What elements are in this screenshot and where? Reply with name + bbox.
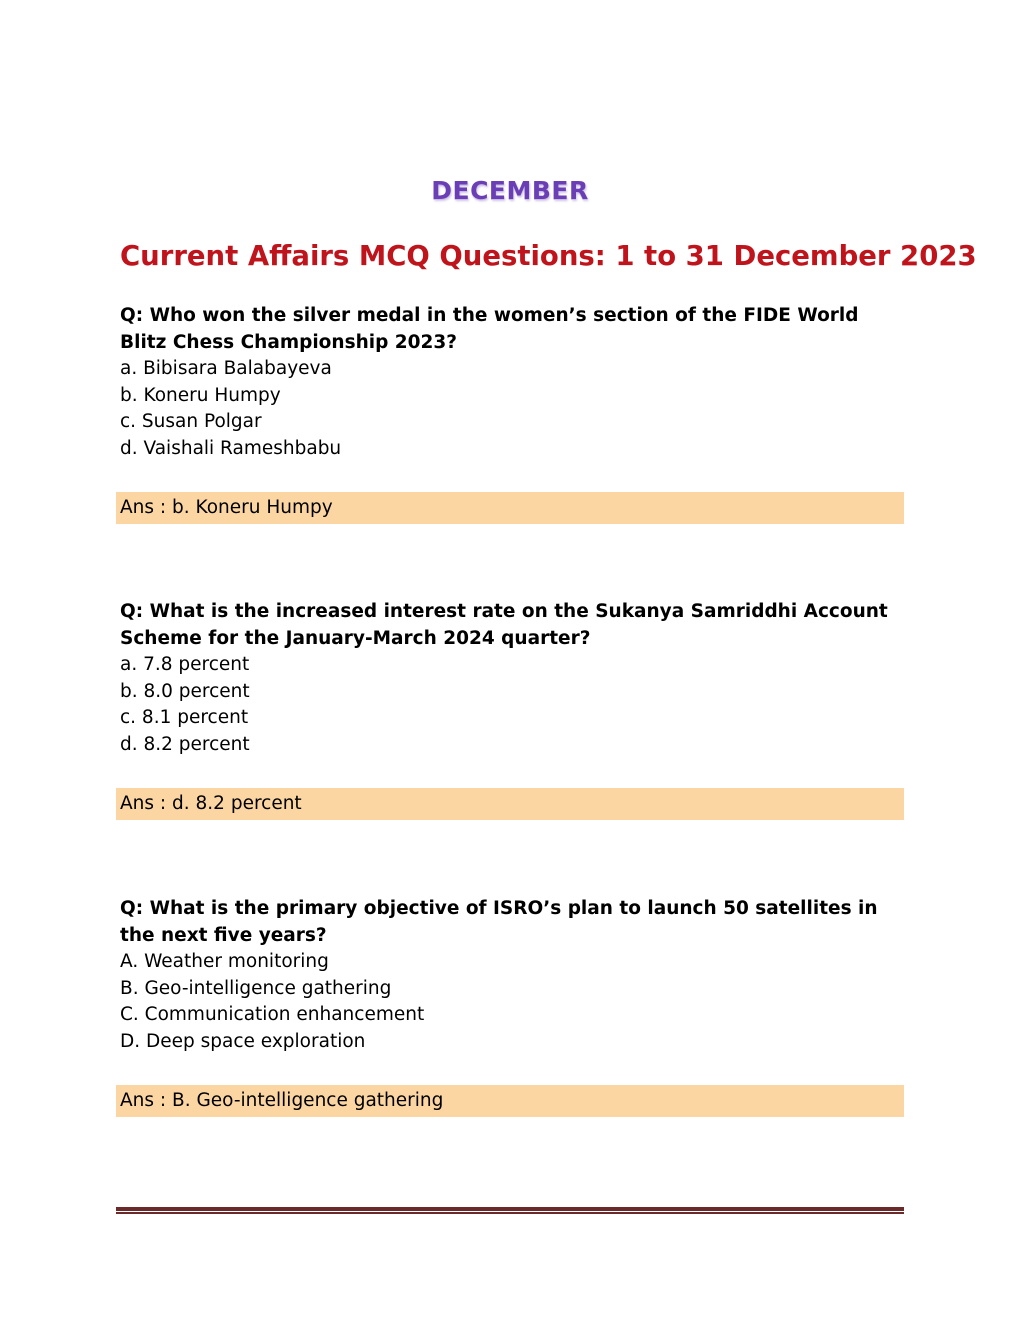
answer-box-1 <box>116 492 904 524</box>
footer-divider-thin <box>116 1212 904 1214</box>
answer-box-2 <box>116 788 904 820</box>
option-b: b. Koneru Humpy <box>120 384 281 406</box>
answer-text: Ans : d. 8.2 percent <box>120 793 302 814</box>
page-title: Current Affairs MCQ Questions: 1 to 31 December 2023 <box>120 240 977 272</box>
answer-text: Ans : b. Koneru Humpy <box>120 497 333 518</box>
question-block-1 <box>120 302 904 463</box>
footer-divider-thick <box>116 1207 904 1211</box>
question-text: Q: What is the primary objective of ISRO’s plan to launch 50 satellites in the next five years? <box>120 898 878 946</box>
answer-box-3 <box>116 1085 904 1117</box>
question-block-2 <box>120 598 904 759</box>
option-d: d. 8.2 percent <box>120 734 250 756</box>
option-d: D. Deep space exploration <box>120 1031 366 1053</box>
answer-text: Ans : B. Geo-intelligence gathering <box>120 1090 444 1111</box>
month-heading: DECEMBER <box>431 176 589 205</box>
footer-divider <box>116 1207 904 1215</box>
option-a: A. Weather monitoring <box>120 951 329 972</box>
option-c: C. Communication enhancement <box>120 1004 425 1026</box>
question-text: Q: Who won the silver medal in the women’s section of the FIDE World Blitz Chess Championship 2023? <box>120 305 859 353</box>
option-b: b. 8.0 percent <box>120 680 250 702</box>
option-d: d. Vaishali Rameshbabu <box>120 438 342 460</box>
option-c: c. 8.1 percent <box>120 707 249 729</box>
option-b: B. Geo-intelligence gathering <box>120 977 392 999</box>
option-c: c. Susan Polgar <box>120 411 262 433</box>
question-block-3 <box>120 895 904 1056</box>
option-a: a. Bibisara Balabayeva <box>120 358 332 379</box>
option-a: a. 7.8 percent <box>120 654 250 675</box>
question-text: Q: What is the increased interest rate on the Sukanya Samriddhi Account Scheme for the January-March 2024 quarter? <box>120 601 888 649</box>
